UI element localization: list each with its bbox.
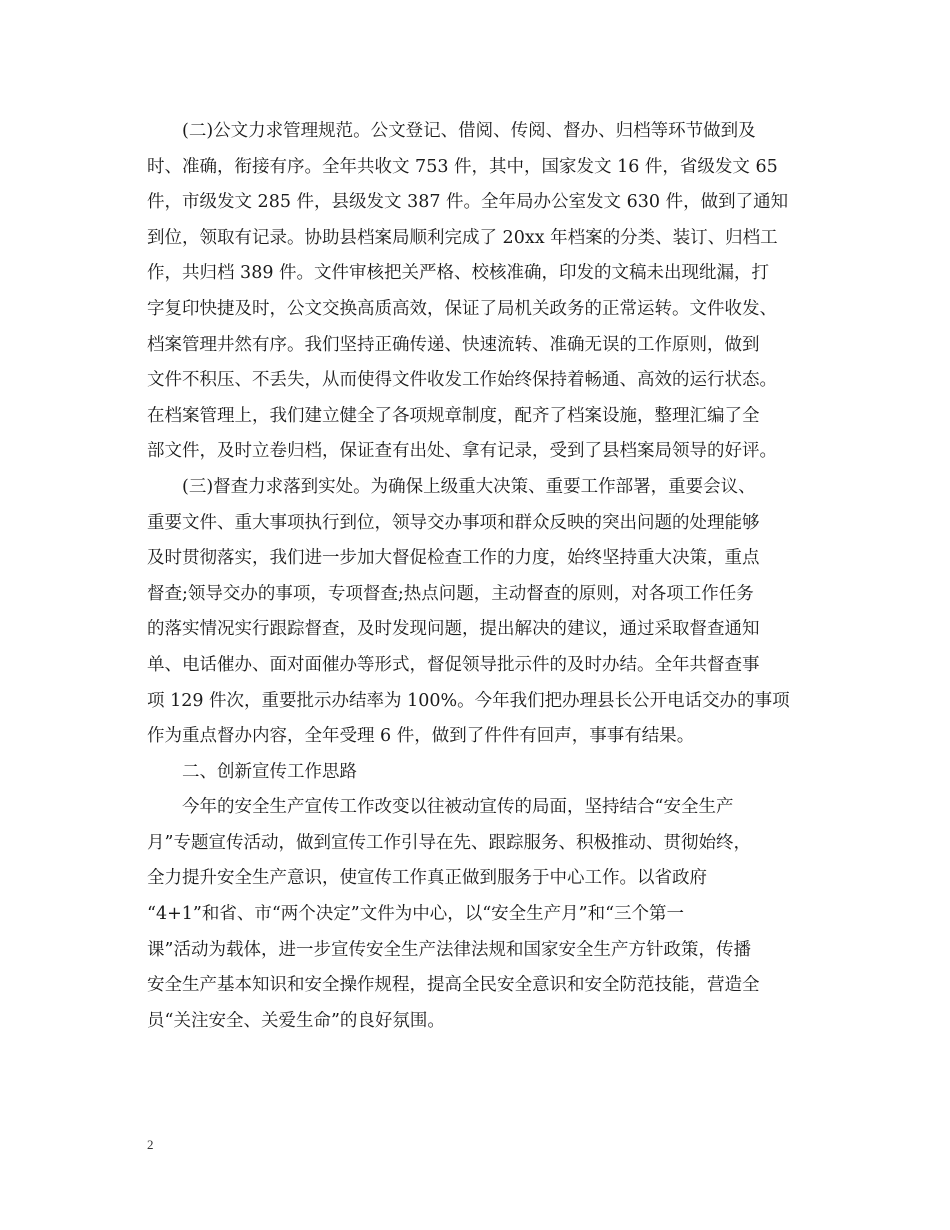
text-line: 件，市级发文 285 件，县级发文 387 件。全年局办公室发文 630 件，做到了通知 <box>147 192 789 213</box>
text-line: 安全生产基本知识和安全操作规程，提高全民安全意识和安全防范技能，营造全 <box>147 975 760 996</box>
text-line: 督查;领导交办的事项，专项督查;热点问题，主动督查的原则，对各项工作任务 <box>147 583 754 604</box>
text-line: 项 129 件次，重要批示办结率为 100%。今年我们把办理县长公开电话交办的事项 <box>147 690 790 711</box>
text-line: 字复印快捷及时，公文交换高质高效，保证了局机关政务的正常运转。文件收发、 <box>147 298 777 319</box>
text-line: 全力提升安全生产意识，使宣传工作真正做到服务于中心工作。以省政府 <box>147 868 707 889</box>
text-line: “4+1”和省、市“两个决定”文件为中心，以“安全生产月”和“三个第一 <box>147 904 685 925</box>
text-line: (三)督查力求落到实处。为确保上级重大决策、重要工作部署，重要会议、 <box>182 476 756 497</box>
text-line: 到位，领取有记录。协助县档案局顺利完成了 20xx 年档案的分类、装订、归档工 <box>147 227 778 248</box>
text-line: 文件不积压、不丢失，从而使得文件收发工作始终保持着畅通、高效的运行状态。 <box>147 370 777 391</box>
page-number: 2 <box>147 1137 154 1152</box>
text-line: 员“关注安全、关爱生命”的良好氛围。 <box>147 1010 445 1031</box>
paragraph-publicity <box>147 790 807 1039</box>
text-line: 作为重点督办内容，全年受理 6 件，做到了件件有回声，事事有结果。 <box>147 726 695 747</box>
text-line: 的落实情况实行跟踪督查，及时发现问题，提出解决的建议，通过采取督查通知 <box>147 619 760 640</box>
paragraph-document-management <box>147 114 807 470</box>
text-line: 档案管理井然有序。我们坚持正确传递、快速流转、准确无误的工作原则，做到 <box>147 334 760 355</box>
section-heading <box>147 755 807 791</box>
text-line: 及时贯彻落实，我们进一步加大督促检查工作的力度，始终坚持重大决策，重点 <box>147 548 760 569</box>
text-line: 课”活动为载体，进一步宣传安全生产法律法规和国家安全生产方针政策，传播 <box>147 939 751 960</box>
text-line: 在档案管理上，我们建立健全了各项规章制度，配齐了档案设施，整理汇编了全 <box>147 405 760 426</box>
text-line: (二)公文力求管理规范。公文登记、借阅、传阅、督办、归档等环节做到及 <box>182 121 756 141</box>
text-line: 重要文件、重大事项执行到位，领导交办事项和群众反映的突出问题的处理能够 <box>147 512 760 533</box>
text-line: 时、准确，衔接有序。全年共收文 753 件，其中，国家发文 16 件，省级发文 65 <box>147 156 778 177</box>
text-line: 部文件，及时立卷归档，保证查有出处、拿有记录，受到了县档案局领导的好评。 <box>147 441 777 462</box>
paragraph-supervision <box>147 470 807 755</box>
text-line: 作，共归档 389 件。文件审核把关严格、校核准确，印发的文稿未出现纰漏，打 <box>147 263 770 284</box>
text-line: 月”专题宣传活动，做到宣传工作引导在先、跟踪服务、积极推动、贯彻始终， <box>147 832 751 853</box>
heading-line: 二、创新宣传工作思路 <box>182 761 357 782</box>
text-line: 今年的安全生产宣传工作改变以往被动宣传的局面，坚持结合“安全生产 <box>182 797 734 818</box>
text-line: 单、电话催办、面对面催办等形式，督促领导批示件的及时办结。全年共督查事 <box>147 654 760 675</box>
document-body <box>147 114 807 1039</box>
